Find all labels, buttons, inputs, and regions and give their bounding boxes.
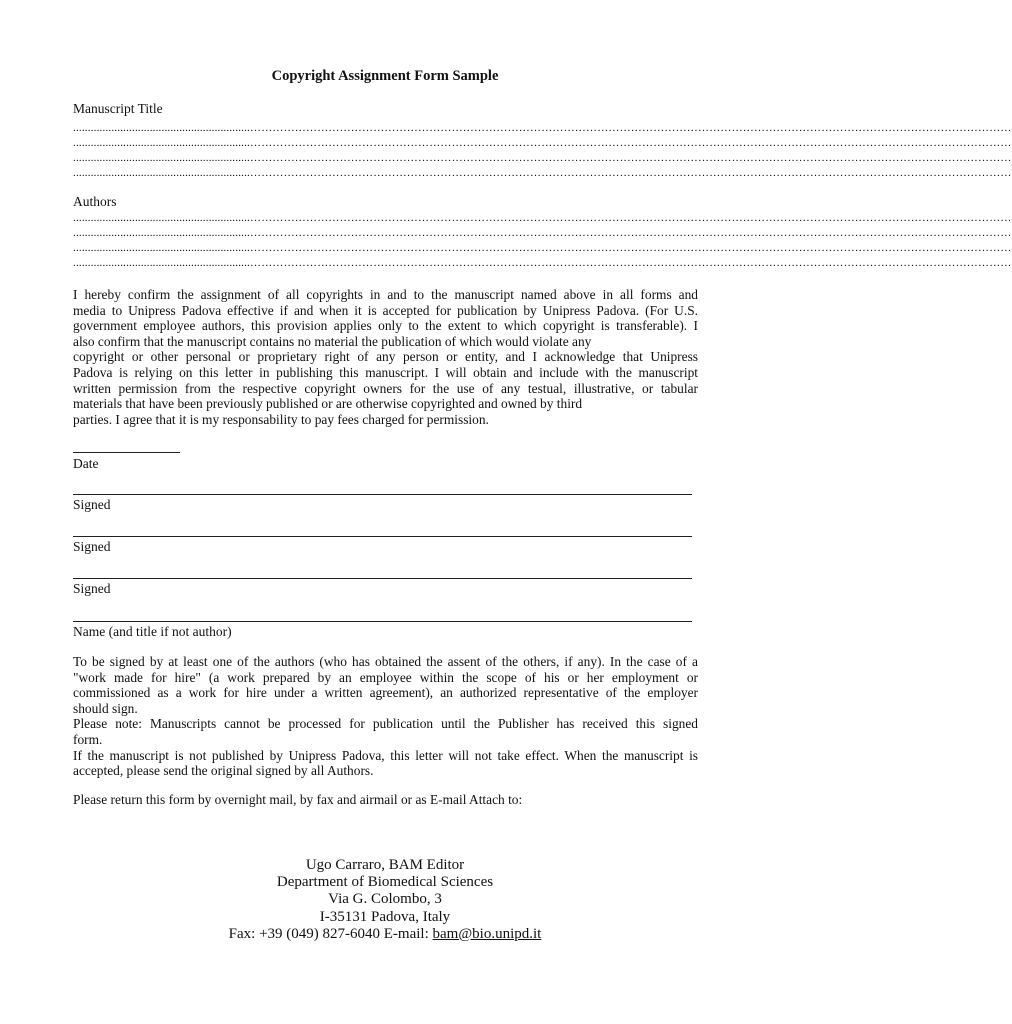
- confirmation-paragraph: [73, 287, 698, 427]
- authors-label: Authors: [73, 194, 117, 209]
- confirmation-line: copyright or other personal or proprietary right of any person or entity, and I acknowledge that Unipress: [73, 349, 698, 365]
- signed-label-2: Signed: [73, 539, 111, 554]
- confirmation-line: materials that have been previously published or are otherwise copyrighted and owned by third: [73, 396, 583, 412]
- editor-name: Ugo Carraro, BAM Editor: [305, 857, 465, 873]
- confirmation-line: parties. I agree that it is my responsability to pay fees charged for permission.: [73, 411, 489, 427]
- instruction-line: To be signed by at least one of the authors (who has obtained the assent of the others, if any). In the case of a: [73, 654, 698, 669]
- manuscript-title-line-2: ............................................................……………………………………………………………………………………………………………………………………………………………………………………: [73, 137, 1012, 149]
- instruction-line: commissioned as a work for hire under a written agreement), an authorized representative of the employer: [73, 685, 698, 701]
- confirmation-line: written permission from the respective copyright owners for the use of any testual, illustrative, or tabular: [73, 380, 698, 396]
- instruction-line: form.: [73, 731, 103, 747]
- email-link[interactable]: bam@bio.unipd.it: [432, 925, 542, 942]
- editor-department: Department of Biomedical Sciences: [276, 874, 494, 891]
- name-line[interactable]: [73, 621, 692, 622]
- instruction-line: If the manuscript is not published by Unipress Padova, this letter will not take effect. When the manuscript is: [73, 747, 698, 763]
- editor-contact: [0, 926, 770, 943]
- authors-line-3: ............................................................……………………………………………………………………………………………………………………………………………………………………………………: [73, 242, 1012, 254]
- editor-city: I-35131 Padova, Italy: [319, 908, 451, 925]
- confirmation-line: also confirm that the manuscript contains no material the publication of which would violate any: [73, 333, 592, 349]
- signature-line-1[interactable]: [73, 494, 692, 495]
- editor-address: [0, 857, 770, 943]
- manuscript-title-line-1: ............................................................……………………………………………………………………………………………………………………………………………………………………………………: [73, 122, 1012, 134]
- manuscript-title-line-4: ............................................................……………………………………………………………………………………………………………………………………………………………………………………: [73, 167, 1012, 179]
- instruction-line: "work made for hire" (a work prepared by an employee within the scope of his or her employment or: [73, 669, 698, 685]
- date-line[interactable]: [73, 452, 180, 453]
- signed-label-3: Signed: [73, 581, 111, 596]
- instruction-line: Please note: Manuscripts cannot be processed for publication until the Publisher has received this signed: [73, 716, 698, 732]
- manuscript-title-label: Manuscript Title: [73, 101, 163, 116]
- page-title: Copyright Assignment Form Sample: [271, 68, 499, 84]
- confirmation-line: government employee authors, this provision applies only to the extent to which copyright is transferable). I: [73, 318, 698, 334]
- instruction-line: should sign.: [73, 700, 138, 716]
- signature-line-2[interactable]: [73, 536, 692, 537]
- return-instruction: Please return this form by overnight mail, by fax and airmail or as E-mail Attach to:: [73, 792, 523, 807]
- confirmation-line: I hereby confirm the assignment of all copyrights in and to the manuscript named above in all forms and: [73, 287, 698, 302]
- signature-line-3[interactable]: [73, 578, 692, 579]
- manuscript-title-line-3: ............................................................……………………………………………………………………………………………………………………………………………………………………………………: [73, 152, 1012, 164]
- editor-street: Via G. Colombo, 3: [328, 891, 442, 908]
- name-label: Name (and title if not author): [73, 624, 232, 639]
- fax-email-prefix: Fax: +39 (049) 827-6040 E-mail:: [228, 925, 433, 942]
- signed-label-1: Signed: [73, 497, 111, 512]
- authors-line-1: ............................................................……………………………………………………………………………………………………………………………………………………………………………………: [73, 212, 1012, 224]
- instruction-line: accepted, please send the original signed by all Authors.: [73, 763, 374, 779]
- authors-line-4: ............................................................……………………………………………………………………………………………………………………………………………………………………………………: [73, 257, 1012, 269]
- date-label: Date: [73, 456, 99, 471]
- confirmation-line: Padova is relying on this letter in publishing this manuscript. I will obtain and include with the manuscript: [73, 364, 698, 380]
- confirmation-line: media to Unipress Padova effective if and when it is accepted for publication by Unipress Padova. (For U.S.: [73, 302, 698, 318]
- authors-line-2: ............................................................……………………………………………………………………………………………………………………………………………………………………………………: [73, 227, 1012, 239]
- instruction-paragraph: [73, 654, 698, 779]
